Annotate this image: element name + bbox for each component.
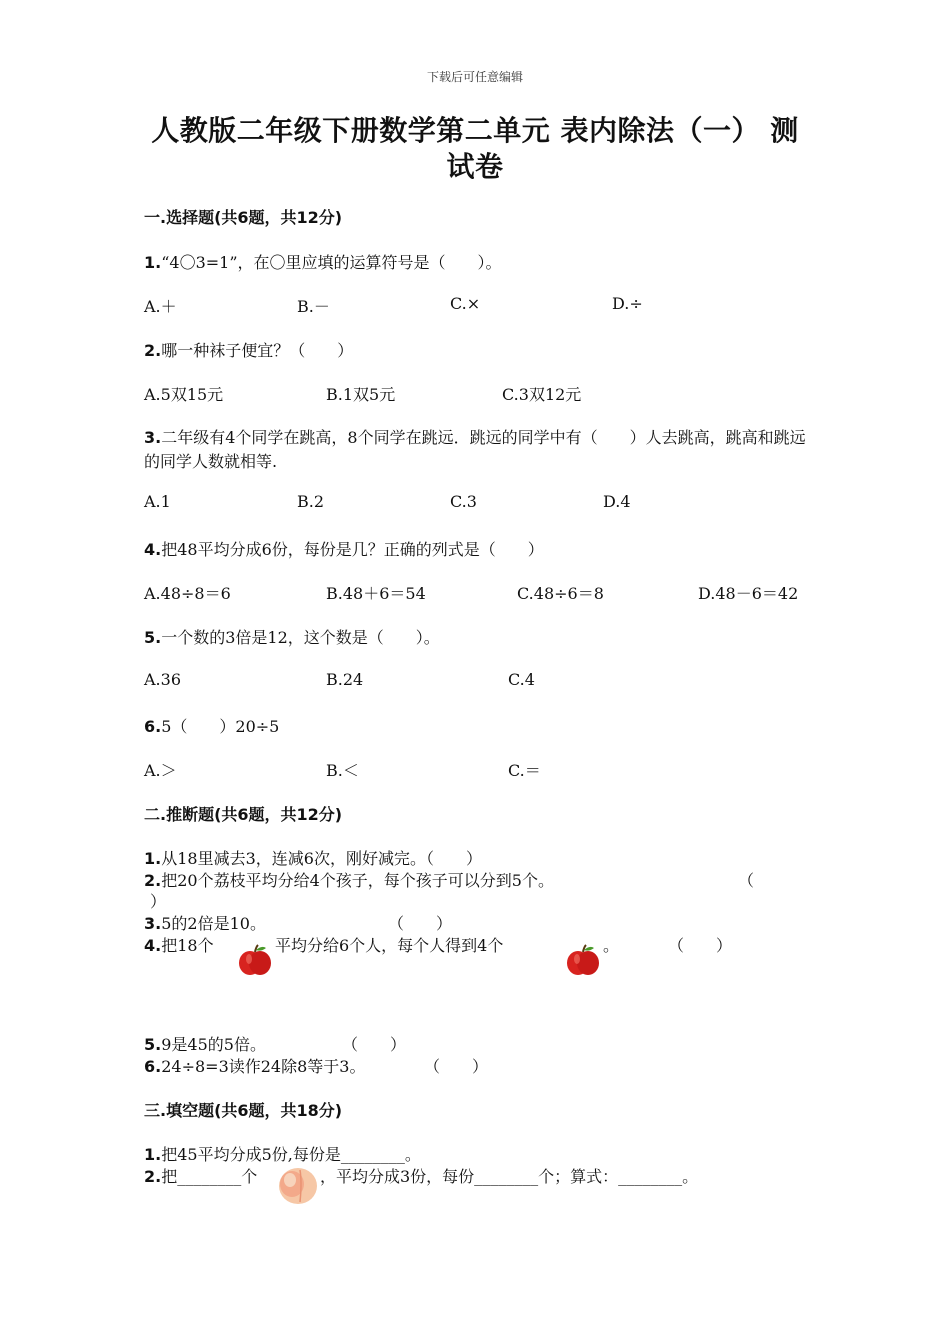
question-1-2 [144, 338, 353, 361]
question-text: 把48平均分成6份，每份是几？正确的列式是（ ） [161, 540, 544, 559]
option-c: C.3双12元 [502, 385, 582, 404]
header-note: 下载后可任意编辑 [426, 70, 523, 84]
question-2-6 [144, 1054, 365, 1077]
question-2-1 [144, 846, 482, 869]
question-2-4 [144, 933, 214, 956]
option-c: C.48÷6＝8 [517, 584, 604, 603]
answer-paren-open: （ [738, 871, 755, 890]
option-d: D.4 [603, 492, 631, 511]
section2-heading: 二.推断题(共6题，共12分) [144, 805, 343, 824]
question-text-part2: 平均分给6个人，每个人得到4个 [275, 936, 504, 955]
option-a: A.＋ [144, 297, 177, 316]
question-text: 哪一种袜子便宜？（ ） [161, 341, 354, 360]
answer-paren: （ ） [342, 1035, 407, 1054]
answer-paren: （ ） [668, 936, 733, 955]
question-1-3 [144, 426, 808, 474]
option-b: B.24 [326, 670, 364, 689]
question-number: 1. [144, 849, 162, 868]
question-number: 5. [144, 1035, 162, 1054]
apple-icon [238, 943, 272, 977]
option-c: C.4 [508, 670, 535, 689]
option-a: A.36 [144, 670, 181, 689]
question-text: 把20个荔枝平均分给4个孩子，每个孩子可以分到5个。 [161, 871, 554, 890]
question-2-3 [144, 911, 266, 934]
option-c: C.3 [450, 492, 477, 511]
question-1-5 [144, 625, 440, 648]
option-a: A.48÷8＝6 [144, 584, 231, 603]
answer-paren: （ ） [424, 1057, 489, 1076]
question-text: 把45平均分成5份,每份是________。 [161, 1145, 421, 1164]
option-a: A.5双15元 [144, 385, 224, 404]
question-number: 2. [144, 1167, 162, 1186]
question-number: 5. [144, 628, 162, 647]
option-b: B.48＋6＝54 [326, 584, 426, 603]
question-text: 9是45的5倍。 [161, 1035, 266, 1054]
question-number: 6. [144, 1057, 162, 1076]
option-b: B.1双5元 [326, 385, 396, 404]
question-text-part2: ，平均分成3份，每份________个；算式：________。 [320, 1167, 699, 1186]
question-number: 1. [144, 253, 162, 272]
question-1-6 [144, 714, 279, 737]
page-title: 人教版二年级下册数学第二单元 表内除法（一） 测试卷 [151, 114, 799, 183]
question-number: 2. [144, 871, 162, 890]
question-text-part3: 。 [603, 936, 620, 955]
section3-heading: 三.填空题(共6题，共18分) [144, 1101, 343, 1120]
question-number: 4. [144, 540, 162, 559]
question-number: 1. [144, 1145, 162, 1164]
question-text-part1: 把18个 [161, 936, 214, 955]
question-1-4 [144, 537, 544, 560]
question-2-5 [144, 1032, 266, 1055]
question-number: 4. [144, 936, 162, 955]
question-number: 2. [144, 341, 162, 360]
answer-paren-close: ） [150, 892, 167, 911]
question-number: 6. [144, 717, 162, 736]
option-a: A.＞ [144, 761, 177, 780]
section1-heading: 一.选择题(共6题，共12分) [144, 208, 343, 227]
option-c: C.× [450, 294, 481, 313]
question-text: 5的2倍是10。 [161, 914, 266, 933]
option-b: B.－ [297, 297, 330, 316]
question-text: 一个数的3倍是12，这个数是（ ）。 [161, 628, 440, 647]
question-text: 5（ ）20÷5 [161, 717, 280, 736]
question-3-2 [144, 1164, 257, 1187]
question-text: “4〇3=1”，在〇里应填的运算符号是（ ）。 [161, 253, 502, 272]
option-c: C.＝ [508, 761, 541, 780]
question-number: 3. [144, 428, 162, 447]
question-text: 24÷8=3读作24除8等于3。 [161, 1057, 366, 1076]
option-a: A.1 [144, 492, 171, 511]
question-text: 二年级有4个同学在跳高，8个同学在跳远．跳远的同学中有（ ）人去跳高，跳高和跳远的同学人数就相等. [144, 428, 806, 471]
question-1-1 [144, 250, 502, 273]
answer-paren: （ ） [388, 914, 453, 933]
peach-icon [276, 1162, 320, 1206]
apple-icon [566, 943, 600, 977]
question-text: 从18里减去3，连减6次，刚好减完。（ ） [161, 849, 482, 868]
question-2-2 [144, 868, 554, 891]
question-number: 3. [144, 914, 162, 933]
option-d: D.÷ [612, 294, 643, 313]
option-d: D.48－6＝42 [698, 584, 799, 603]
option-b: B.＜ [326, 761, 359, 780]
question-text-part1: 把________个 [161, 1167, 258, 1186]
option-b: B.2 [297, 492, 325, 511]
